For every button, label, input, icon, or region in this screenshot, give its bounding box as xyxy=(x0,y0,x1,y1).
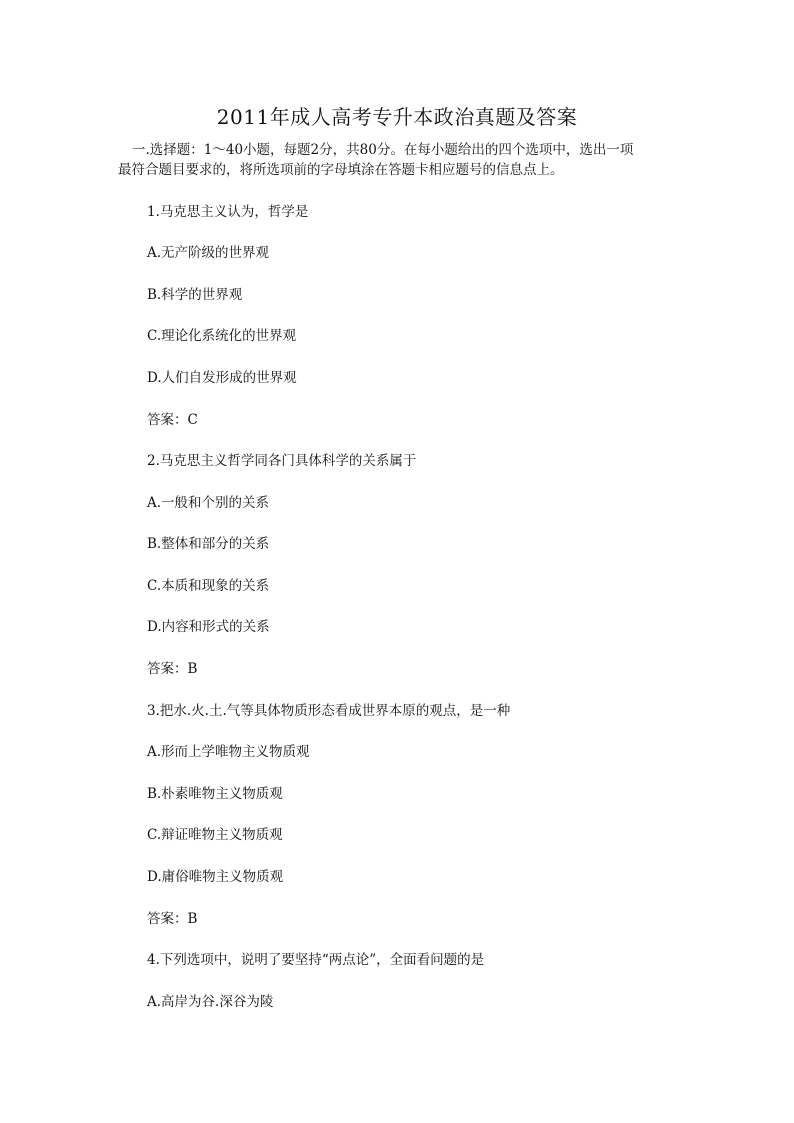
question-1-stem: 1.马克思主义认为，哲学是 xyxy=(147,204,309,220)
question-2-option-c: C.本质和现象的关系 xyxy=(147,578,270,594)
question-2-answer: 答案：B xyxy=(147,661,198,677)
question-3-option-a: A.形而上学唯物主义物质观 xyxy=(147,744,310,760)
question-3-stem: 3.把水.火.土.气等具体物质形态看成世界本原的观点，是一种 xyxy=(147,703,511,719)
document-title: 2011年成人高考专升本政治真题及答案 xyxy=(216,105,578,129)
intro-line-1: 一.选择题：1～40小题，每题2分，共80分。在每小题给出的四个选项中，选出一项 xyxy=(132,142,634,158)
question-2-option-a: A.一般和个别的关系 xyxy=(147,495,270,511)
section-intro xyxy=(118,140,678,180)
question-1-option-c: C.理论化系统化的世界观 xyxy=(147,328,297,344)
question-1-answer: 答案：C xyxy=(147,412,198,428)
question-2-option-b: B.整体和部分的关系 xyxy=(147,536,270,552)
question-1-option-b: B.科学的世界观 xyxy=(147,287,243,303)
question-4-stem: 4.下列选项中，说明了要坚持“两点论”，全面看问题的是 xyxy=(147,952,485,968)
question-3-option-c: C.辩证唯物主义物质观 xyxy=(147,827,283,843)
intro-line-2: 最符合题目要求的，将所选项前的字母填涂在答题卡相应题号的信息点上。 xyxy=(118,162,564,178)
question-4-option-a: A.高岸为谷.深谷为陵 xyxy=(147,994,274,1010)
question-3-answer: 答案：B xyxy=(147,911,198,927)
question-3-option-b: B.朴素唯物主义物质观 xyxy=(147,786,283,802)
question-2-option-d: D.内容和形式的关系 xyxy=(147,619,270,635)
question-1-option-a: A.无产阶级的世界观 xyxy=(147,245,270,261)
question-1-option-d: D.人们自发形成的世界观 xyxy=(147,370,297,386)
question-3-option-d: D.庸俗唯物主义物质观 xyxy=(147,869,284,885)
question-2-stem: 2.马克思主义哲学同各门具体科学的关系属于 xyxy=(147,453,417,469)
